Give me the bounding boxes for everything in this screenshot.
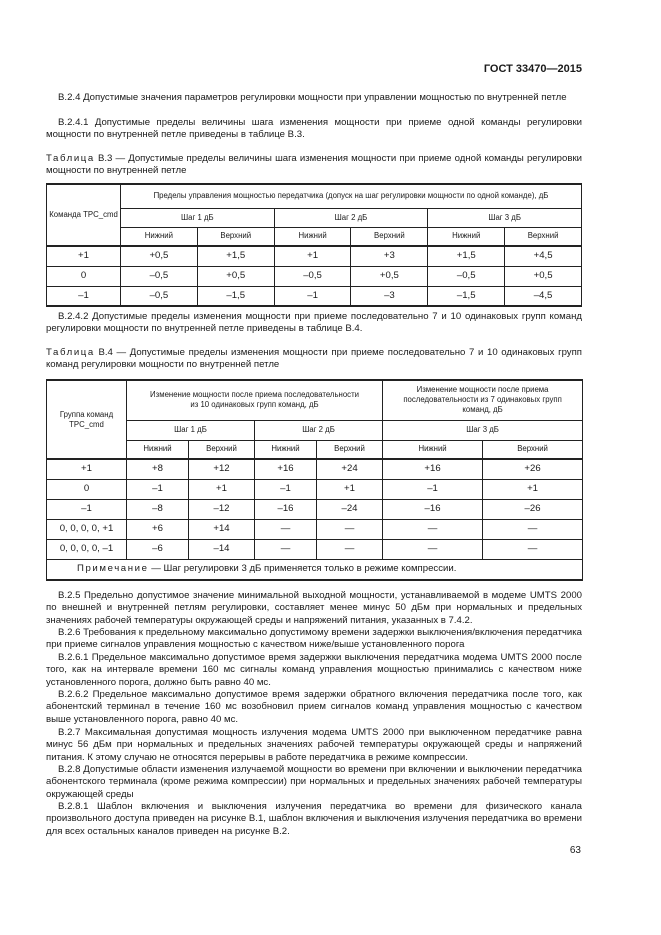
table3-caption-text: B.3 — Допустимые пределы величины шага изменения мощности при приеме одной команды регулировки мощности по внутренней петле: [46, 153, 582, 177]
table-row: [47, 539, 583, 559]
table3-lower: Нижний: [428, 227, 505, 246]
table4-cell: +1: [483, 479, 583, 499]
table4-cell: —: [483, 539, 583, 559]
table4-cell: –1: [127, 479, 189, 499]
table3-cell: +1: [47, 246, 121, 266]
table3-cell: 0: [47, 266, 121, 286]
table4-cell: —: [255, 519, 317, 539]
table3-cell: +0,5: [121, 246, 198, 266]
table4-upper: Верхний: [483, 440, 583, 459]
table4-cell: —: [483, 519, 583, 539]
paragraph-b26: B.2.6 Требования к предельному максимально допустимому времени задержки выключения/включения передатчика при приеме сигналов управления мощностью с качеством ниже/выше установленного порога: [46, 627, 582, 651]
paragraph-b281: B.2.8.1 Шаблон включения и выключения излучения передатчика во времени для физического канала произвольного доступа приведен на рисунке B.1, шаблон включения и выключения излучения передатчика во времени для всех остальных каналов приведен на рисунке B.2.: [46, 801, 582, 837]
table4-cell: –24: [317, 499, 383, 519]
table4-cell: –26: [483, 499, 583, 519]
table4-step-1: Шаг 1 дБ: [127, 420, 255, 440]
table3-cell: –1: [274, 286, 351, 306]
table4-note-label: Примечание: [77, 563, 149, 575]
table3-cell: –4,5: [505, 286, 582, 306]
table-row: [47, 286, 582, 306]
table4-lower: Нижний: [255, 440, 317, 459]
table4-step-3: Шаг 3 дБ: [383, 420, 583, 440]
table4-cell: +26: [483, 459, 583, 479]
paragraph-b28: B.2.8 Допустимые области изменения излучаемой мощности во времени при включении и выключении передатчика абонентского терминала (кроме режима компрессии) при нормальных и предельных значениях рабочей температуры окружающей среды: [46, 764, 582, 800]
paragraph-b25: B.2.5 Предельно допустимое значение минимальной выходной мощности, устанавливаемой в модеме UMTS 2000 по внешней и внутренней петлям регулировки, составляет менее минус 50 дБм при нормальных и предельных значениях рабочей температуры окружающей среды и напряжений питания, указанных в 7.4.2.: [46, 590, 582, 626]
table4-note: [47, 559, 583, 580]
table4-cell: +16: [255, 459, 317, 479]
table4-cell: +6: [127, 519, 189, 539]
table4-cell: –16: [383, 499, 483, 519]
table4-cell: –1: [47, 499, 127, 519]
table4-cell: +1: [47, 459, 127, 479]
table-row: [47, 246, 582, 266]
table3-cell: +0,5: [351, 266, 428, 286]
table4-upper: Верхний: [317, 440, 383, 459]
table3-cell: –0,5: [274, 266, 351, 286]
table3-cell: –1,5: [428, 286, 505, 306]
table4-lower: Нижний: [127, 440, 189, 459]
table3-step-1: Шаг 1 дБ: [121, 208, 275, 227]
table3-cell: –1: [47, 286, 121, 306]
table4-lower: Нижний: [383, 440, 483, 459]
table3-cell: +1: [274, 246, 351, 266]
table3-upper: Верхний: [351, 227, 428, 246]
table-row: [47, 519, 583, 539]
page-number: 63: [569, 845, 581, 856]
table4-cell: +24: [317, 459, 383, 479]
table3-upper: Верхний: [505, 227, 582, 246]
paragraph-b261: B.2.6.1 Предельное максимально допустимое время задержки выключения передатчика модема UMTS 2000 после того, как на интервале времени 160 мс сигналы команд управления мощностью принимались с качеством ниже установленного порога, должно быть равно 40 мс.: [46, 652, 582, 688]
table3-cell: +1,5: [428, 246, 505, 266]
table3-step-2: Шаг 2 дБ: [274, 208, 428, 227]
table4-cell: –6: [127, 539, 189, 559]
table4-cell: 0, 0, 0, 0, –1: [47, 539, 127, 559]
table4-header-7: Изменение мощности после приема последовательности из 7 одинаковых групп команд, дБ: [383, 380, 583, 420]
table4-header-10: Изменение мощности после приема последовательности из 10 одинаковых групп команд, дБ: [127, 380, 383, 420]
paragraph-b24: B.2.4 Допустимые значения параметров регулировки мощности при управлении мощностью по внутренней петле: [58, 92, 567, 103]
table3-cell: +4,5: [505, 246, 582, 266]
paragraph-b27: B.2.7 Максимальная допустимая мощность излучения модема UMTS 2000 при выключенном передатчике равна минус 56 дБм при нормальных и предельных значениях рабочей температуры окружающей среды и напряжений питания. К этому случаю не относятся перерывы в работе передатчика в режиме компрессии.: [46, 727, 582, 763]
table4-cell: —: [383, 539, 483, 559]
table4-cell: –1: [255, 479, 317, 499]
table4-cell: —: [317, 539, 383, 559]
table4-cell: +16: [383, 459, 483, 479]
paragraph-b241: B.2.4.1 Допустимые пределы величины шага изменения мощности при приеме одной команды регулировки мощности по внутренней петле приведены в таблице B.3.: [46, 117, 582, 141]
table3-cell: +0,5: [197, 266, 274, 286]
table4-cell: –14: [189, 539, 255, 559]
table3-cell: –1,5: [197, 286, 274, 306]
table4-cell: +8: [127, 459, 189, 479]
table4-step-2: Шаг 2 дБ: [255, 420, 383, 440]
table4-col-group: Группа команд TPC_cmd: [47, 380, 127, 459]
table4-cell: +14: [189, 519, 255, 539]
table3-col-command: Команда TPC_cmd: [47, 184, 121, 246]
table3-lower: Нижний: [121, 227, 198, 246]
paragraph-b262: B.2.6.2 Предельное максимально допустимое время задержки обратного включения передатчика после того, как абонентский терминал в течение 160 мс возобновил прием сигналов команд управления мощностью с качеством выше установленного порога, равно 40 мс.: [46, 689, 582, 725]
table4-cell: 0: [47, 479, 127, 499]
standard-header: ГОСТ 33470—2015: [483, 63, 582, 75]
table-b4: [46, 379, 583, 581]
table4-cell: —: [383, 519, 483, 539]
paragraph-b242: B.2.4.2 Допустимые пределы изменения мощности при приеме последовательно 7 и 10 одинаковых групп команд регулировки мощности по внутренней петле приведены в таблице B.4.: [46, 311, 582, 335]
table4-caption: [46, 347, 582, 372]
table3-lower: Нижний: [274, 227, 351, 246]
table4-cell: –8: [127, 499, 189, 519]
table3-cell: –3: [351, 286, 428, 306]
table-row: [47, 479, 583, 499]
table4-cell: —: [255, 539, 317, 559]
table3-cell: +0,5: [505, 266, 582, 286]
table4-cell: –16: [255, 499, 317, 519]
table3-caption: [46, 153, 582, 178]
table-row: [47, 266, 582, 286]
table3-caption-label: Таблица: [46, 153, 95, 164]
table3-step-3: Шаг 3 дБ: [428, 208, 582, 227]
table4-cell: –1: [383, 479, 483, 499]
table4-cell: 0, 0, 0, 0, +1: [47, 519, 127, 539]
table3-cell: –0,5: [428, 266, 505, 286]
table3-cell: +1,5: [197, 246, 274, 266]
table4-cell: –12: [189, 499, 255, 519]
table4-caption-text: B.4 — Допустимые пределы изменения мощности при приеме последовательно 7 и 10 одинаковых групп команд регулировки мощности по внутренней петле: [46, 347, 582, 371]
table4-upper: Верхний: [189, 440, 255, 459]
table4-cell: +12: [189, 459, 255, 479]
table-b3: [46, 183, 582, 307]
table-note-row: [47, 559, 583, 580]
table4-cell: +1: [317, 479, 383, 499]
table3-upper: Верхний: [197, 227, 274, 246]
table4-note-text: — Шаг регулировки 3 дБ применяется только в режиме компрессии.: [148, 563, 457, 575]
table3-group-header: Пределы управления мощностью передатчика (допуск на шаг регулировки мощности по одной команде), дБ: [121, 184, 582, 208]
table3-cell: –0,5: [121, 286, 198, 306]
table4-cell: —: [317, 519, 383, 539]
table3-cell: +3: [351, 246, 428, 266]
table-row: [47, 499, 583, 519]
table4-caption-label: Таблица: [46, 347, 95, 358]
table4-cell: +1: [189, 479, 255, 499]
table-row: [47, 459, 583, 479]
table3-cell: –0,5: [121, 266, 198, 286]
